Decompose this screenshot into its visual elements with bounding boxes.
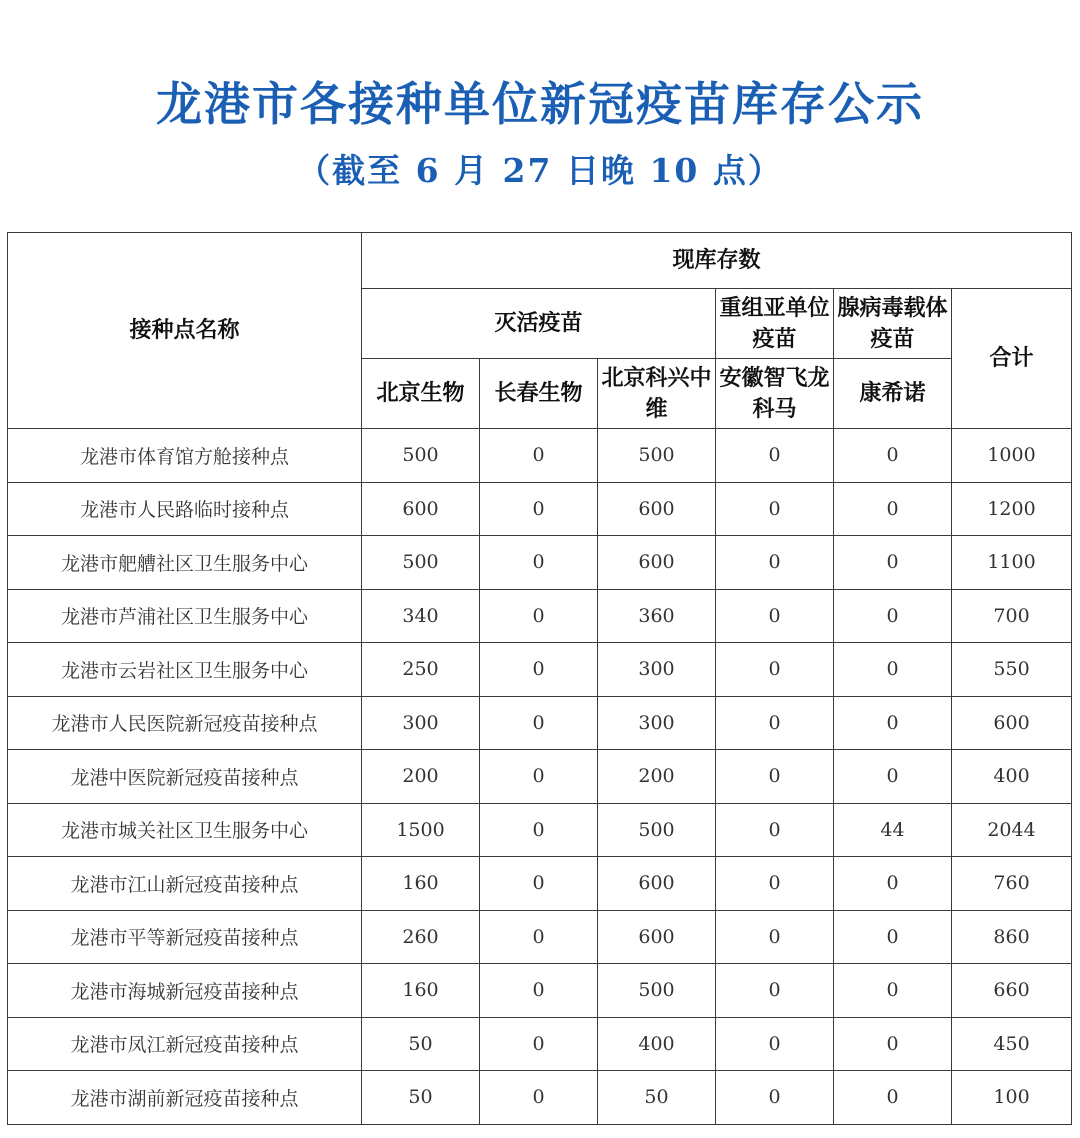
site-name-cell: 龙港市平等新冠疫苗接种点 <box>8 910 362 964</box>
zhifei-cell: 0 <box>716 696 834 750</box>
beijing-bio-cell: 300 <box>362 696 480 750</box>
changchun-bio-cell: 0 <box>480 643 598 697</box>
site-name-cell: 龙港市凤江新冠疫苗接种点 <box>8 1017 362 1071</box>
site-name-cell: 龙港市湖前新冠疫苗接种点 <box>8 1071 362 1125</box>
table-row <box>8 803 1072 857</box>
total-cell: 100 <box>952 1071 1072 1125</box>
zhifei-cell: 0 <box>716 803 834 857</box>
beijing-bio-cell: 250 <box>362 643 480 697</box>
header-cansino: 康希诺 <box>834 359 952 429</box>
sinovac-cell: 600 <box>598 482 716 536</box>
header-total: 合计 <box>952 289 1072 429</box>
sinovac-cell: 500 <box>598 429 716 483</box>
site-name-cell: 龙港市海城新冠疫苗接种点 <box>8 964 362 1018</box>
changchun-bio-cell: 0 <box>480 910 598 964</box>
site-name-cell: 龙港市芦浦社区卫生服务中心 <box>8 589 362 643</box>
total-cell: 1100 <box>952 536 1072 590</box>
sinovac-cell: 300 <box>598 696 716 750</box>
table-row <box>8 696 1072 750</box>
cansino-cell: 0 <box>834 536 952 590</box>
site-name-cell: 龙港市舥艚社区卫生服务中心 <box>8 536 362 590</box>
zhifei-cell: 0 <box>716 1071 834 1125</box>
site-name-cell: 龙港市云岩社区卫生服务中心 <box>8 643 362 697</box>
cansino-cell: 0 <box>834 429 952 483</box>
sinovac-cell: 500 <box>598 803 716 857</box>
header-inactivated-vaccine: 灭活疫苗 <box>362 289 716 359</box>
table-row <box>8 910 1072 964</box>
cansino-cell: 0 <box>834 696 952 750</box>
table-row <box>8 482 1072 536</box>
beijing-bio-cell: 260 <box>362 910 480 964</box>
sinovac-cell: 50 <box>598 1071 716 1125</box>
changchun-bio-cell: 0 <box>480 429 598 483</box>
cansino-cell: 0 <box>834 857 952 911</box>
zhifei-cell: 0 <box>716 910 834 964</box>
cansino-cell: 44 <box>834 803 952 857</box>
changchun-bio-cell: 0 <box>480 750 598 804</box>
table-row <box>8 589 1072 643</box>
total-cell: 1200 <box>952 482 1072 536</box>
zhifei-cell: 0 <box>716 857 834 911</box>
sinovac-cell: 200 <box>598 750 716 804</box>
total-cell: 860 <box>952 910 1072 964</box>
total-cell: 550 <box>952 643 1072 697</box>
site-name-cell: 龙港市江山新冠疫苗接种点 <box>8 857 362 911</box>
changchun-bio-cell: 0 <box>480 964 598 1018</box>
cansino-cell: 0 <box>834 482 952 536</box>
total-cell: 450 <box>952 1017 1072 1071</box>
beijing-bio-cell: 50 <box>362 1017 480 1071</box>
zhifei-cell: 0 <box>716 536 834 590</box>
total-cell: 1000 <box>952 429 1072 483</box>
zhifei-cell: 0 <box>716 964 834 1018</box>
cansino-cell: 0 <box>834 1017 952 1071</box>
cansino-cell: 0 <box>834 750 952 804</box>
beijing-bio-cell: 340 <box>362 589 480 643</box>
sinovac-cell: 300 <box>598 643 716 697</box>
total-cell: 400 <box>952 750 1072 804</box>
site-name-cell: 龙港市城关社区卫生服务中心 <box>8 803 362 857</box>
cansino-cell: 0 <box>834 1071 952 1125</box>
site-name-cell: 龙港市人民医院新冠疫苗接种点 <box>8 696 362 750</box>
sinovac-cell: 600 <box>598 536 716 590</box>
changchun-bio-cell: 0 <box>480 589 598 643</box>
zhifei-cell: 0 <box>716 1017 834 1071</box>
header-site-name: 接种点名称 <box>8 233 362 429</box>
header-sinovac: 北京科兴中维 <box>598 359 716 429</box>
beijing-bio-cell: 200 <box>362 750 480 804</box>
zhifei-cell: 0 <box>716 750 834 804</box>
zhifei-cell: 0 <box>716 643 834 697</box>
header-zhifei: 安徽智飞龙科马 <box>716 359 834 429</box>
sinovac-cell: 600 <box>598 910 716 964</box>
changchun-bio-cell: 0 <box>480 482 598 536</box>
table-row <box>8 536 1072 590</box>
total-cell: 760 <box>952 857 1072 911</box>
changchun-bio-cell: 0 <box>480 1071 598 1125</box>
changchun-bio-cell: 0 <box>480 857 598 911</box>
cansino-cell: 0 <box>834 910 952 964</box>
table-row <box>8 429 1072 483</box>
sinovac-cell: 400 <box>598 1017 716 1071</box>
vaccine-inventory-table <box>7 232 1072 1125</box>
sinovac-cell: 500 <box>598 964 716 1018</box>
header-current-stock: 现库存数 <box>362 233 1072 289</box>
table-row <box>8 643 1072 697</box>
total-cell: 2044 <box>952 803 1072 857</box>
header-recombinant-vaccine: 重组亚单位疫苗 <box>716 289 834 359</box>
table-row <box>8 964 1072 1018</box>
table-row <box>8 1017 1072 1071</box>
page-title: 龙港市各接种单位新冠疫苗库存公示 <box>156 77 924 131</box>
beijing-bio-cell: 500 <box>362 536 480 590</box>
table-row <box>8 1071 1072 1125</box>
sinovac-cell: 360 <box>598 589 716 643</box>
header-adenovirus-vaccine: 腺病毒载体疫苗 <box>834 289 952 359</box>
zhifei-cell: 0 <box>716 589 834 643</box>
cansino-cell: 0 <box>834 589 952 643</box>
zhifei-cell: 0 <box>716 429 834 483</box>
beijing-bio-cell: 500 <box>362 429 480 483</box>
site-name-cell: 龙港市体育馆方舱接种点 <box>8 429 362 483</box>
total-cell: 660 <box>952 964 1072 1018</box>
sinovac-cell: 600 <box>598 857 716 911</box>
beijing-bio-cell: 160 <box>362 857 480 911</box>
changchun-bio-cell: 0 <box>480 803 598 857</box>
beijing-bio-cell: 160 <box>362 964 480 1018</box>
site-name-cell: 龙港市人民路临时接种点 <box>8 482 362 536</box>
beijing-bio-cell: 50 <box>362 1071 480 1125</box>
changchun-bio-cell: 0 <box>480 1017 598 1071</box>
beijing-bio-cell: 600 <box>362 482 480 536</box>
header-beijing-bio: 北京生物 <box>362 359 480 429</box>
site-name-cell: 龙港中医院新冠疫苗接种点 <box>8 750 362 804</box>
table-body <box>8 429 1072 1125</box>
beijing-bio-cell: 1500 <box>362 803 480 857</box>
total-cell: 600 <box>952 696 1072 750</box>
cansino-cell: 0 <box>834 643 952 697</box>
table-row <box>8 750 1072 804</box>
changchun-bio-cell: 0 <box>480 696 598 750</box>
cansino-cell: 0 <box>834 964 952 1018</box>
total-cell: 700 <box>952 589 1072 643</box>
page-subtitle: （截至 6 月 27 日晚 10 点） <box>297 151 783 190</box>
table-row <box>8 857 1072 911</box>
header-changchun-bio: 长春生物 <box>480 359 598 429</box>
changchun-bio-cell: 0 <box>480 536 598 590</box>
zhifei-cell: 0 <box>716 482 834 536</box>
